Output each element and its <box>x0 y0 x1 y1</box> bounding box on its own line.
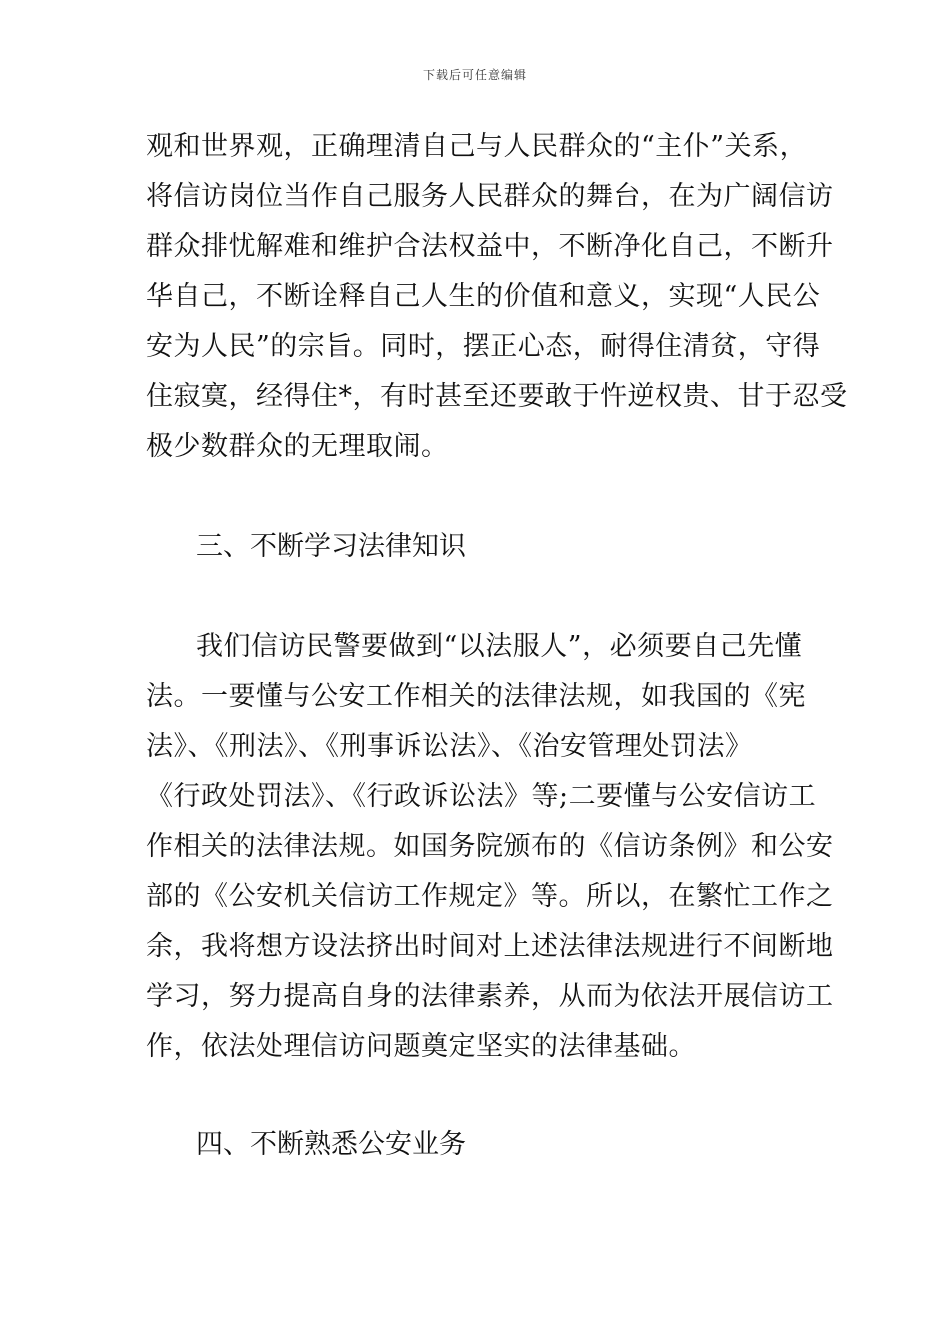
paragraph-line: 《行政处罚法》、《行政诉讼法》等;二要懂与公安信访工 <box>146 781 817 812</box>
paragraph-line: 法。一要懂与公安工作相关的法律法规，如我国的《宪 <box>146 681 806 712</box>
paragraph-line: 作，依法处理信访问题奠定坚实的法律基础。 <box>146 1031 696 1062</box>
paragraph-line: 将信访岗位当作自己服务人民群众的舞台，在为广阔信访 <box>146 181 834 212</box>
paragraph-line: 我们信访民警要做到“以法服人”，必须要自己先懂 <box>196 631 803 662</box>
paragraph-line: 学习，努力提高自身的法律素养，从而为依法开展信访工 <box>146 981 834 1012</box>
section-heading-3: 三、不断学习法律知识 <box>196 531 466 562</box>
paragraph-line: 华自己，不断诠释自己人生的价值和意义，实现“人民公 <box>146 281 821 312</box>
paragraph-line: 作相关的法律法规。如国务院颁布的《信访条例》和公安 <box>146 831 834 862</box>
paragraph-line: 部的《公安机关信访工作规定》等。所以，在繁忙工作之 <box>146 881 834 912</box>
paragraph-line: 观和世界观，正确理清自己与人民群众的“主仆”关系， <box>146 131 808 162</box>
paragraph-line: 余，我将想方设法挤出时间对上述法律法规进行不间断地 <box>146 931 834 962</box>
paragraph-line: 群众排忧解难和维护合法权益中，不断净化自己，不断升 <box>146 231 834 262</box>
paragraph-line: 法》、《刑法》、《刑事诉讼法》、《治安管理处罚法》 <box>146 731 753 762</box>
paragraph-line: 住寂寞，经得住*，有时甚至还要敢于忤逆权贵、甘于忍受 <box>146 381 848 412</box>
paragraph-line: 极少数群众的无理取闹。 <box>146 431 449 462</box>
paragraph-line: 安为人民”的宗旨。同时，摆正心态，耐得住清贫，守得 <box>146 331 821 362</box>
section-heading-4: 四、不断熟悉公安业务 <box>196 1129 466 1160</box>
header-note: 下载后可任意编辑 <box>422 68 527 82</box>
